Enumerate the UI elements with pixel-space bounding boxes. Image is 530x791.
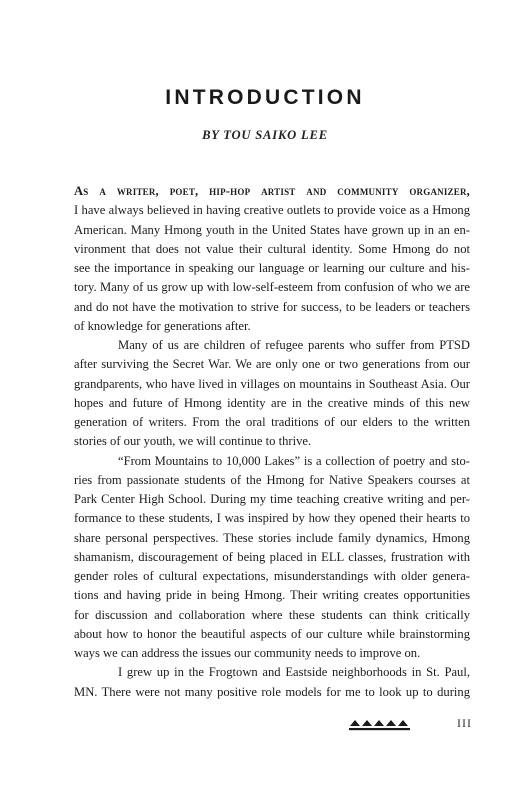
text-line: hopes and future of Hmong identity are in the creative minds of this new [74, 395, 470, 410]
text-line: American. Many Hmong youth in the United States have grown up in an en- [74, 222, 470, 237]
text-line: after surviving the Secret War. We are only one or two generations from our [74, 357, 470, 372]
text-line: share personal perspectives. These stories include family dynamics, Hmong [74, 530, 470, 545]
text-line: I grew up in the Frogtown and Eastside neighborhoods in St. Paul, [118, 665, 470, 680]
text-line: formance to these students, I was inspired by how they opened their hearts to [74, 511, 470, 526]
chapter-title: INTRODUCTION [165, 86, 365, 109]
text-line: of knowledge for generations after. [74, 318, 251, 333]
text-line: “From Mountains to 10,000 Lakes” is a collection of poetry and sto- [118, 453, 470, 468]
author-byline: BY TOU SAIKO LEE [202, 128, 328, 142]
page-number: III [457, 716, 472, 730]
text-line: for discussion and collaboration where these students can think critically [74, 607, 470, 622]
text-line: tory. Many of us grow up with low-self-esteem from confusion of who we are [74, 280, 470, 295]
lead-in-line: As a writer, poet, hip-hop artist and community organizer, [74, 184, 470, 198]
text-line: generation of writers. From the oral traditions of our elders to the written [74, 415, 470, 429]
text-line: ries from passionate students of the Hmong for Native Speakers courses at [74, 472, 470, 487]
body-text [74, 182, 470, 702]
text-line: gender roles of cultural expectations, misunderstandings with older genera- [74, 569, 470, 583]
text-line: ways we can address the issues our community needs to improve on. [74, 646, 421, 660]
text-line: and do not have the motivation to strive for success, to be leaders or teachers [74, 299, 470, 314]
text-line: Park Center High School. During my time teaching creative writing and per- [74, 492, 470, 506]
text-line: tions and having pride in being Hmong. Their writing creates opportunities [74, 588, 470, 603]
text-line: grandparents, who have lived in villages on mountains in Southeast Asia. Our [74, 376, 470, 391]
text-line: stories of our youth, we will continue to thrive. [74, 434, 312, 449]
text-line: vironment that does not value their cultural identity. Some Hmong do not [74, 241, 470, 256]
text-line: see the importance in speaking our language or learning our culture and his- [74, 261, 470, 275]
text-line: Many of us are children of refugee parents who suffer from PTSD [118, 338, 470, 352]
text-line: about how to honor the beautiful aspects of our culture while brainstorming [74, 626, 470, 641]
mountain-triangles-ornament-icon [349, 718, 411, 732]
text-line: I have always believed in having creative outlets to provide voice as a Hmong [74, 203, 470, 218]
text-line: shamanism, discouragement of being placed in ELL classes, frustration with [74, 549, 470, 564]
text-line: MN. There were not many positive role models for me to look up to during [74, 684, 470, 699]
